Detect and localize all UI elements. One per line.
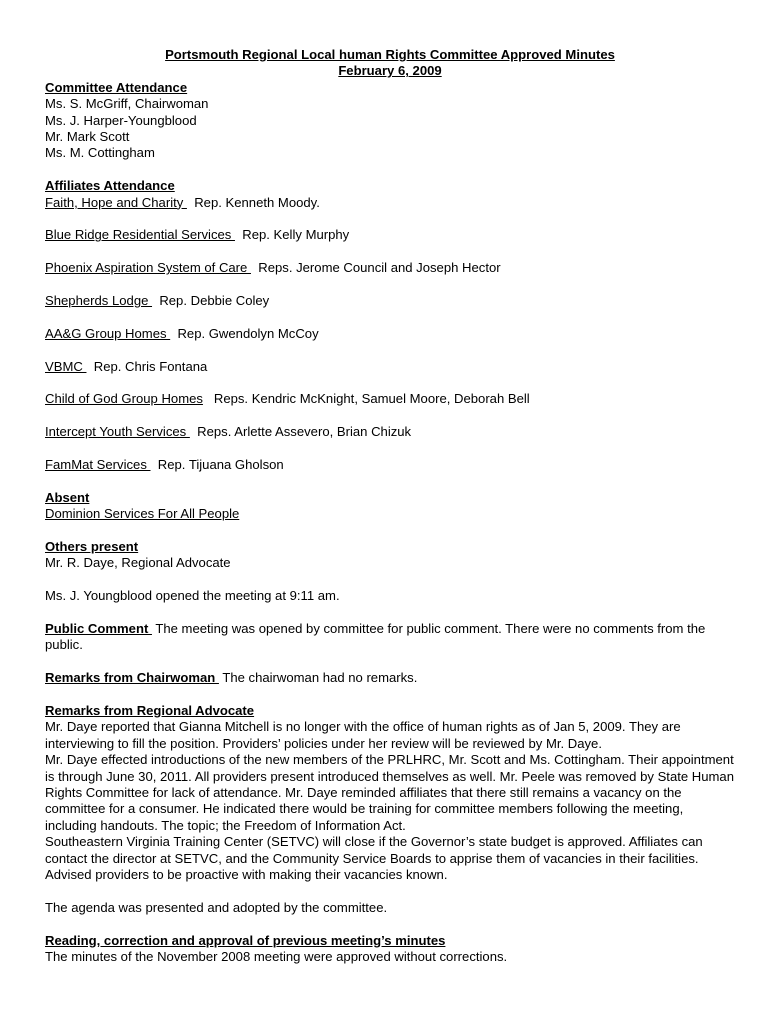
affiliate-reps: Rep. Debbie Coley	[159, 293, 270, 309]
affiliate-reps: Rep. Tijuana Gholson	[157, 457, 284, 473]
absent-heading: Absent	[45, 489, 90, 505]
advocate-remarks-heading: Remarks from Regional Advocate	[45, 703, 255, 719]
document-date: February 6, 2009	[338, 63, 442, 79]
advocate-remarks-paragraph: Southeastern Virginia Training Center (SETVC) will close if the Governor’s state budget is approved. Affiliates can contact the director at SETVC, and the Community Service Boards to apprise them of vacancies in their facilities. Advised providers to be proactive with making their vacancies known.	[45, 834, 703, 883]
affiliate-reps: Reps. Kendric McKnight, Samuel Moore, Deborah Bell	[213, 391, 530, 407]
affiliates-attendance-heading: Affiliates Attendance	[45, 178, 175, 194]
affiliate-reps: Rep. Kenneth Moody.	[194, 194, 320, 210]
chair-remarks-text: The chairwoman had no remarks.	[222, 670, 418, 686]
committee-member: Mr. Mark Scott	[45, 129, 130, 145]
affiliate-row	[45, 391, 735, 407]
affiliate-row	[45, 293, 735, 309]
affiliate-reps: Reps. Arlette Assevero, Brian Chizuk	[197, 424, 412, 440]
public-comment-heading: Public Comment	[45, 621, 152, 637]
public-comment-text: The meeting was opened by committee for public comment. There were no comments from the public.	[45, 621, 706, 653]
agenda-statement: The agenda was presented and adopted by the committee.	[45, 899, 388, 915]
affiliate-row	[45, 260, 735, 276]
others-present-item: Mr. R. Daye, Regional Advocate	[45, 555, 231, 571]
minutes-approval-text: The minutes of the November 2008 meeting were approved without corrections.	[45, 949, 508, 965]
minutes-approval-heading: Reading, correction and approval of previous meeting’s minutes	[45, 932, 446, 948]
minutes-document	[45, 47, 735, 965]
committee-attendance-heading: Committee Attendance	[45, 79, 188, 95]
absent-item: Dominion Services For All People	[45, 506, 240, 522]
affiliate-name: FamMat Services	[45, 457, 151, 473]
advocate-remarks-paragraph: Mr. Daye reported that Gianna Mitchell is no longer with the office of human rights as of Jan 5, 2009. They are interviewing to fill the position. Providers’ policies under her review will be reviewed by Mr. Daye.	[45, 719, 681, 751]
committee-member: Ms. J. Harper-Youngblood	[45, 112, 197, 128]
chair-remarks-section	[45, 670, 735, 686]
affiliate-reps: Rep. Chris Fontana	[93, 358, 208, 374]
committee-member: Ms. M. Cottingham	[45, 145, 155, 161]
affiliate-row	[45, 359, 735, 375]
affiliate-name: VBMC	[45, 358, 87, 374]
advocate-remarks-paragraph: Mr. Daye effected introductions of the new members of the PRLHRC, Mr. Scott and Ms. Cottingham. Their appointment is through June 30, 2011. All providers present introduced themselves as well. Mr. Peele was removed by State Human Rights Committee for lack of attendance. Mr. Daye reminded affiliates that there still remains a vacancy on the committee for a consumer. He indicated there would be training for committee members following the meeting, including handouts. The topic; the Freedom of Information Act.	[45, 752, 734, 833]
affiliate-reps: Rep. Gwendolyn McCoy	[177, 325, 319, 341]
others-present-heading: Others present	[45, 539, 139, 555]
affiliate-row	[45, 326, 735, 342]
opening-statement: Ms. J. Youngblood opened the meeting at 9:11 am.	[45, 588, 340, 604]
affiliate-name: Phoenix Aspiration System of Care	[45, 260, 251, 276]
affiliate-row	[45, 227, 735, 243]
affiliate-row	[45, 424, 735, 440]
affiliate-name: Faith, Hope and Charity	[45, 194, 187, 210]
affiliate-reps: Reps. Jerome Council and Joseph Hector	[258, 260, 501, 276]
affiliate-name: Blue Ridge Residential Services	[45, 227, 235, 243]
affiliate-row	[45, 457, 735, 473]
affiliate-name: Child of God Group Homes	[45, 391, 203, 407]
affiliate-name: Intercept Youth Services	[45, 424, 190, 440]
affiliate-name: AA&G Group Homes	[45, 325, 171, 341]
document-title: Portsmouth Regional Local human Rights Committee Approved Minutes	[165, 47, 615, 62]
affiliate-reps: Rep. Kelly Murphy	[242, 227, 350, 243]
public-comment-section	[45, 621, 735, 654]
chair-remarks-heading: Remarks from Chairwoman	[45, 670, 219, 686]
affiliate-name: Shepherds Lodge	[45, 293, 153, 309]
committee-member: Ms. S. McGriff, Chairwoman	[45, 96, 209, 112]
affiliate-row	[45, 195, 735, 211]
